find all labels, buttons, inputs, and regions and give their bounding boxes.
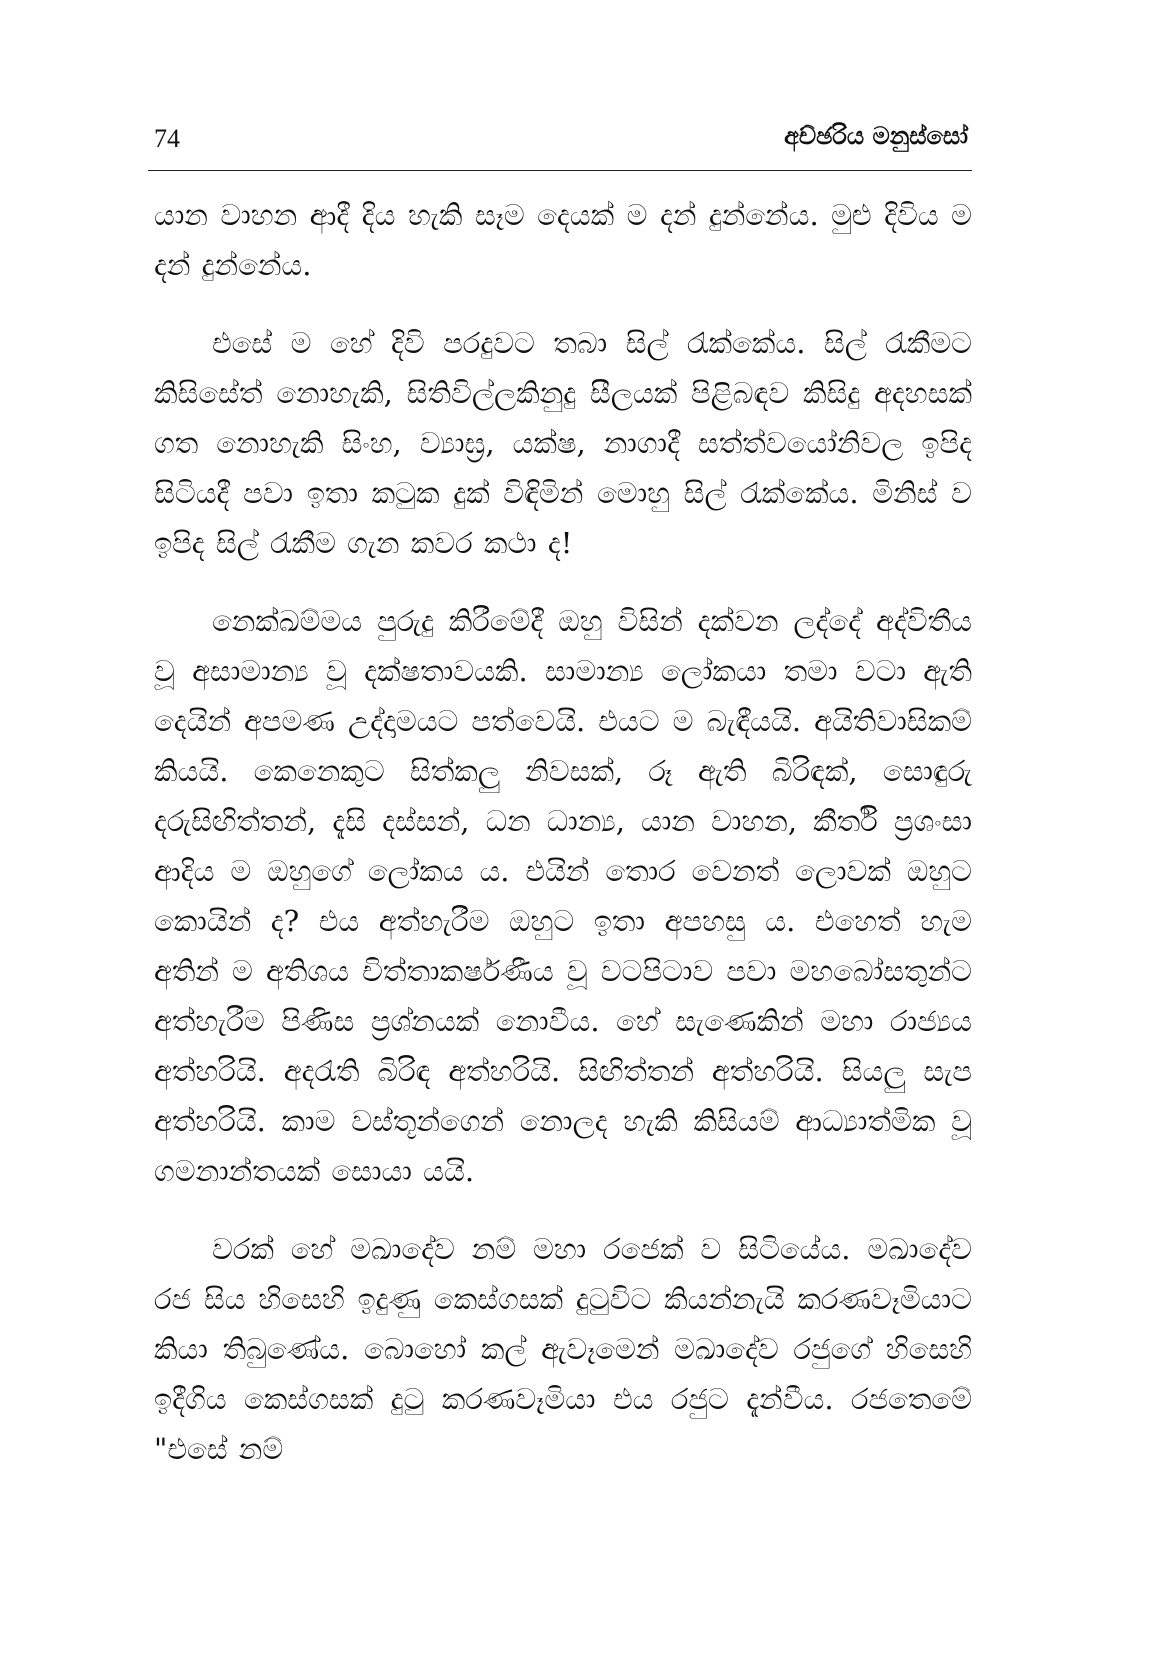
running-title: අච්ඡරිය මනුස්සෝ [784,122,968,150]
page-header [148,118,972,171]
paragraph-4: වරක් හේ මඛාදේව නම් මහා රජෙක් ව සිටියේය. මඛාදේව රජ සිය හිසෙහි ඉදුණු කෙස්ගසක් දුටුවිට කියන්නැයි කරණවෑමියාට කියා තිබුණේය. බොහෝ කල් ඇවෑමෙන් මඛාදේව රජුගේ හිසෙහි ඉදීගිය කෙස්ගසක් දුටු කරණවෑමියා එය රජුට දැන්වීය. රජතෙමේ "එසේ නම් [154,1232,972,1466]
paragraph-1: යාන වාහන ආදී දිය හැකි සෑම දෙයක් ම දන් දුන්නේය. මුළු දිවිය ම දන් දුන්නේය. [154,198,972,282]
paragraph-2: එසේ ම හේ දිවි පරදුවට තබා සිල් රැක්කේය. සිල් රැකීමට කිසිසේත් නොහැකි, සිතිවිල්ලකිනුදු සීලයක් පිළිබඳව කිසිදු අදහසක් ගත නොහැකි සිංහ, ව්‍යාඝ්‍ර, යක්ෂ, නාගාදී සත්ත්වයෝනිවල ඉපිද සිටියදී පවා ඉතා කටුක දුක් විඳිමින් මොහු සිල් රැක්කේය. මිනිස් ව ඉපිද සිල් රැකීම ගැන කවර කථා ද! [154,326,972,560]
body-text [154,190,972,1502]
paragraph-3: නෙක්ඛම්මය පුරුදු කිරීමේදී ඔහු විසින් දක්වන ලද්දේ අද්විතීය වූ අසාමාන්‍ය වූ දක්ෂතාවයකි. සාමාන්‍ය ලෝකයා තමා වටා ඇති දෙයින් අපමණ උද්දාමයට පත්වෙයි. එයට ම බැඳීයයි. අයිතිවාසිකම් කියයි. කෙනෙකුට සිත්කලු නිවසක්, රූ ඇති බිරිඳක්, සොඳුරු දරුසිඟිත්තන්, දැසි දස්සන්, ධන ධාන්‍ය, යාන වාහන, කීර්ති ප්‍රශංසා ආදිය ම ඔහුගේ ලෝකය ය. එයින් තොර වෙනත් ලොවක් ඔහුට කොයින් ද? එය අත්හැරීම ඔහුට ඉතා අපහසු ය. එහෙත් හැම අතින් ම අතිශය චිත්තාකර්ෂණීය වූ වටපිටාව පවා මහබෝසතුන්ට අත්හැරීම පිණිස ප්‍රශ්නයක් නොවීය. හේ සැණෙකින් මහා රාජ්‍යය අත්හරියි. අදරැති බිරිඳ අත්හරියි. සිඟිත්තන් අත්හරියි. සියලු සැප අත්හරියි. කාම වස්තූන්ගෙන් නොලද හැකි කිසියම් ආධ්‍යාත්මික වූ ගමනාන්තයක් සොයා යයි. [154,604,972,1188]
page-number: 74 [154,124,180,153]
